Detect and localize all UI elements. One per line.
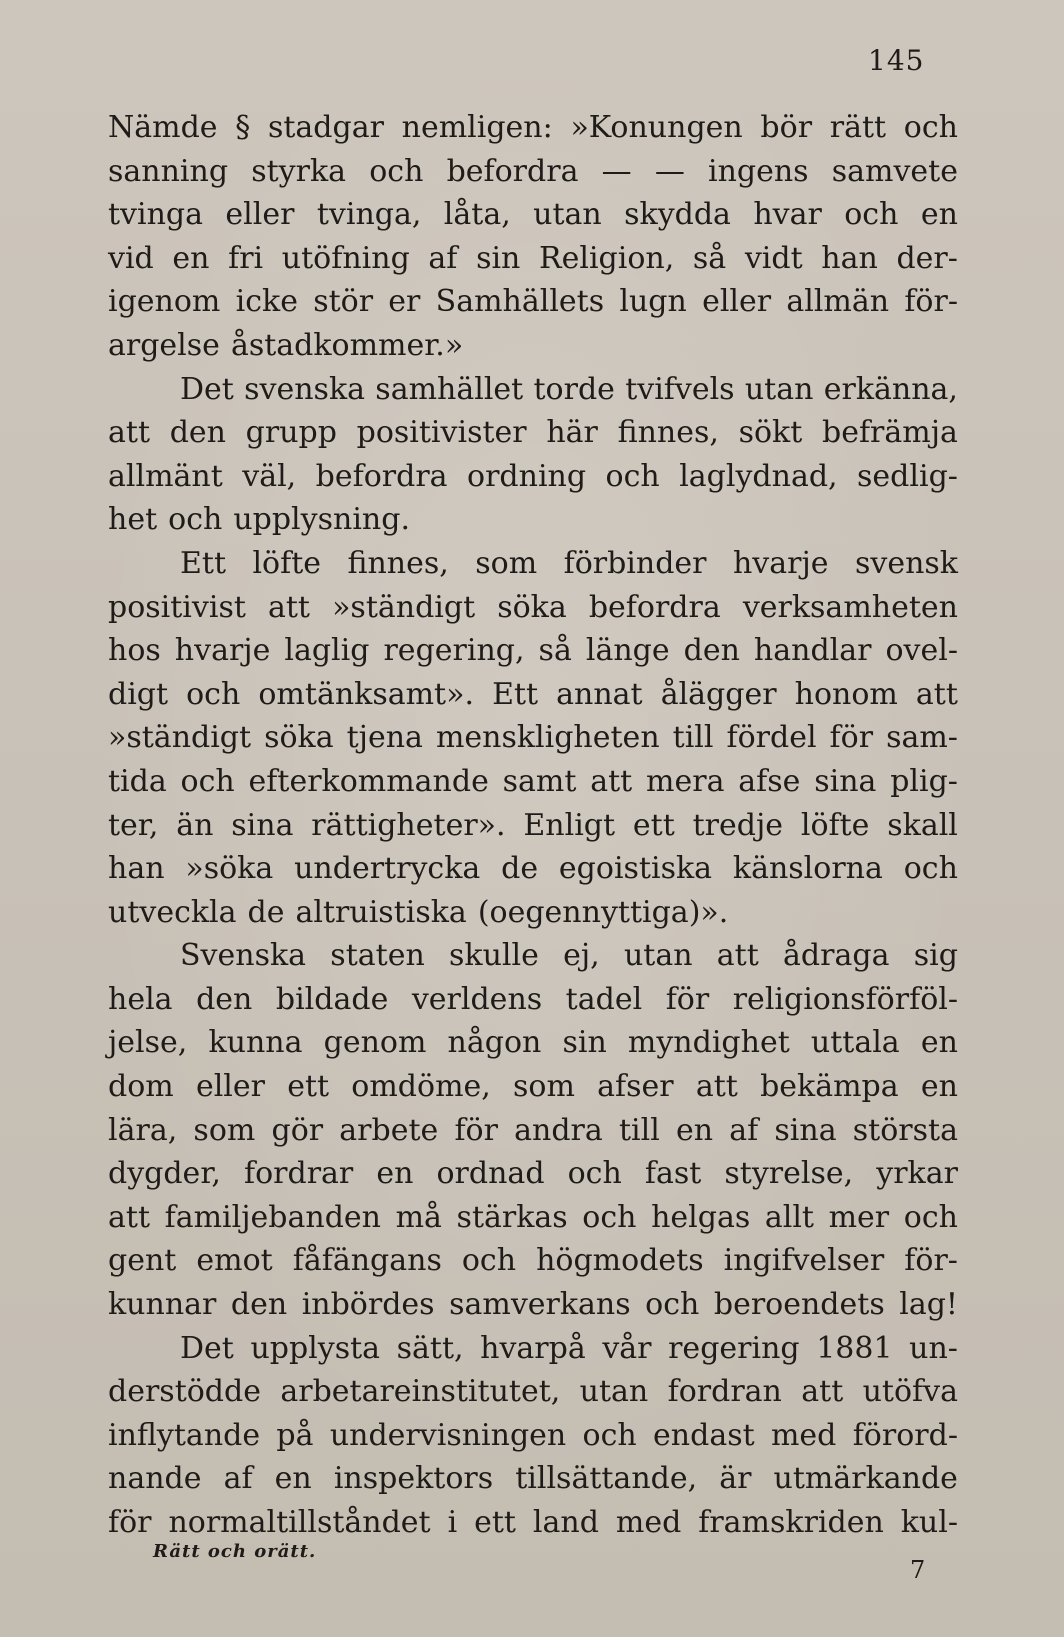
text-line: tida och efterkommande samt att mera afse sina plig- xyxy=(108,763,958,799)
text-line: Svenska staten skulle ej, utan att ådraga sig xyxy=(180,938,958,974)
text-line: Det upplysta sätt, hvarpå vår regering 1881 un- xyxy=(180,1330,958,1366)
text-line: digt och omtänksamt». Ett annat ålägger honom att xyxy=(108,676,958,712)
text-line: han »söka undertrycka de egoistiska känslorna och xyxy=(108,851,958,887)
text-line: kunnar den inbördes samverkans och beroendets lag! xyxy=(108,1287,958,1323)
text-line: vid en fri utöfning af sin Religion, så vidt han der- xyxy=(108,240,958,276)
text-line: igenom icke stör er Samhällets lugn eller allmän för- xyxy=(108,284,958,320)
text-line: ter, än sina rättigheter». Enligt ett tredje löfte skall xyxy=(108,807,958,843)
text-line: att familjebanden må stärkas och helgas allt mer och xyxy=(108,1199,958,1235)
text-line: utveckla de altruistiska (oegennyttiga)». xyxy=(108,894,729,930)
text-line: tvinga eller tvinga, låta, utan skydda hvar och en xyxy=(108,197,958,233)
text-line: »ständigt söka tjena menskligheten till fördel för sam- xyxy=(108,720,958,756)
text-line: positivist att »ständigt söka befordra verksamheten xyxy=(108,589,958,625)
text-line: inflytande på undervisningen och endast med förord- xyxy=(108,1417,958,1453)
text-line: för normaltillståndet i ett land med framskriden kul- xyxy=(108,1505,958,1540)
text-line: nande af en inspektors tillsättande, är utmärkande xyxy=(108,1461,958,1497)
text-line: dygder, fordrar en ordnad och fast styrelse, yrkar xyxy=(108,1156,958,1192)
text-line: gent emot fåfängans och högmodets ingifvelser för- xyxy=(108,1243,958,1279)
text-line: argelse åstadkommer.» xyxy=(108,327,464,363)
text-line: jelse, kunna genom någon sin myndighet uttala en xyxy=(108,1025,958,1061)
text-line: dom eller ett omdöme, som afser att bekämpa en xyxy=(108,1069,958,1105)
text-line: att den grupp positivister här finnes, sökt befrämja xyxy=(108,415,958,451)
page-number: 145 xyxy=(868,44,925,77)
text-line: het och upplysning. xyxy=(108,502,410,538)
text-line: hos hvarje laglig regering, så länge den handlar ovel- xyxy=(108,633,958,669)
text-line: hela den bildade verldens tadel för religionsförföl- xyxy=(108,981,958,1017)
text-line: Nämde § stadgar nemligen: »Konungen bör rätt och xyxy=(108,110,958,145)
body-text xyxy=(108,106,958,1545)
text-line: Ett löfte finnes, som förbinder hvarje svensk xyxy=(180,545,958,581)
text-line: lära, som gör arbete för andra till en af sina största xyxy=(108,1112,958,1148)
text-line: Det svenska samhället torde tvifvels utan erkänna, xyxy=(180,371,958,407)
text-line: derstödde arbetareinstitutet, utan fordran att utöfva xyxy=(108,1374,958,1410)
signature-mark: 7 xyxy=(910,1556,926,1584)
text-line: sanning styrka och befordra — — ingens samvete xyxy=(108,153,958,189)
text-line: allmänt väl, befordra ordning och laglydnad, sedlig- xyxy=(108,458,958,494)
footer-title: Rätt och orätt. xyxy=(153,1541,317,1562)
